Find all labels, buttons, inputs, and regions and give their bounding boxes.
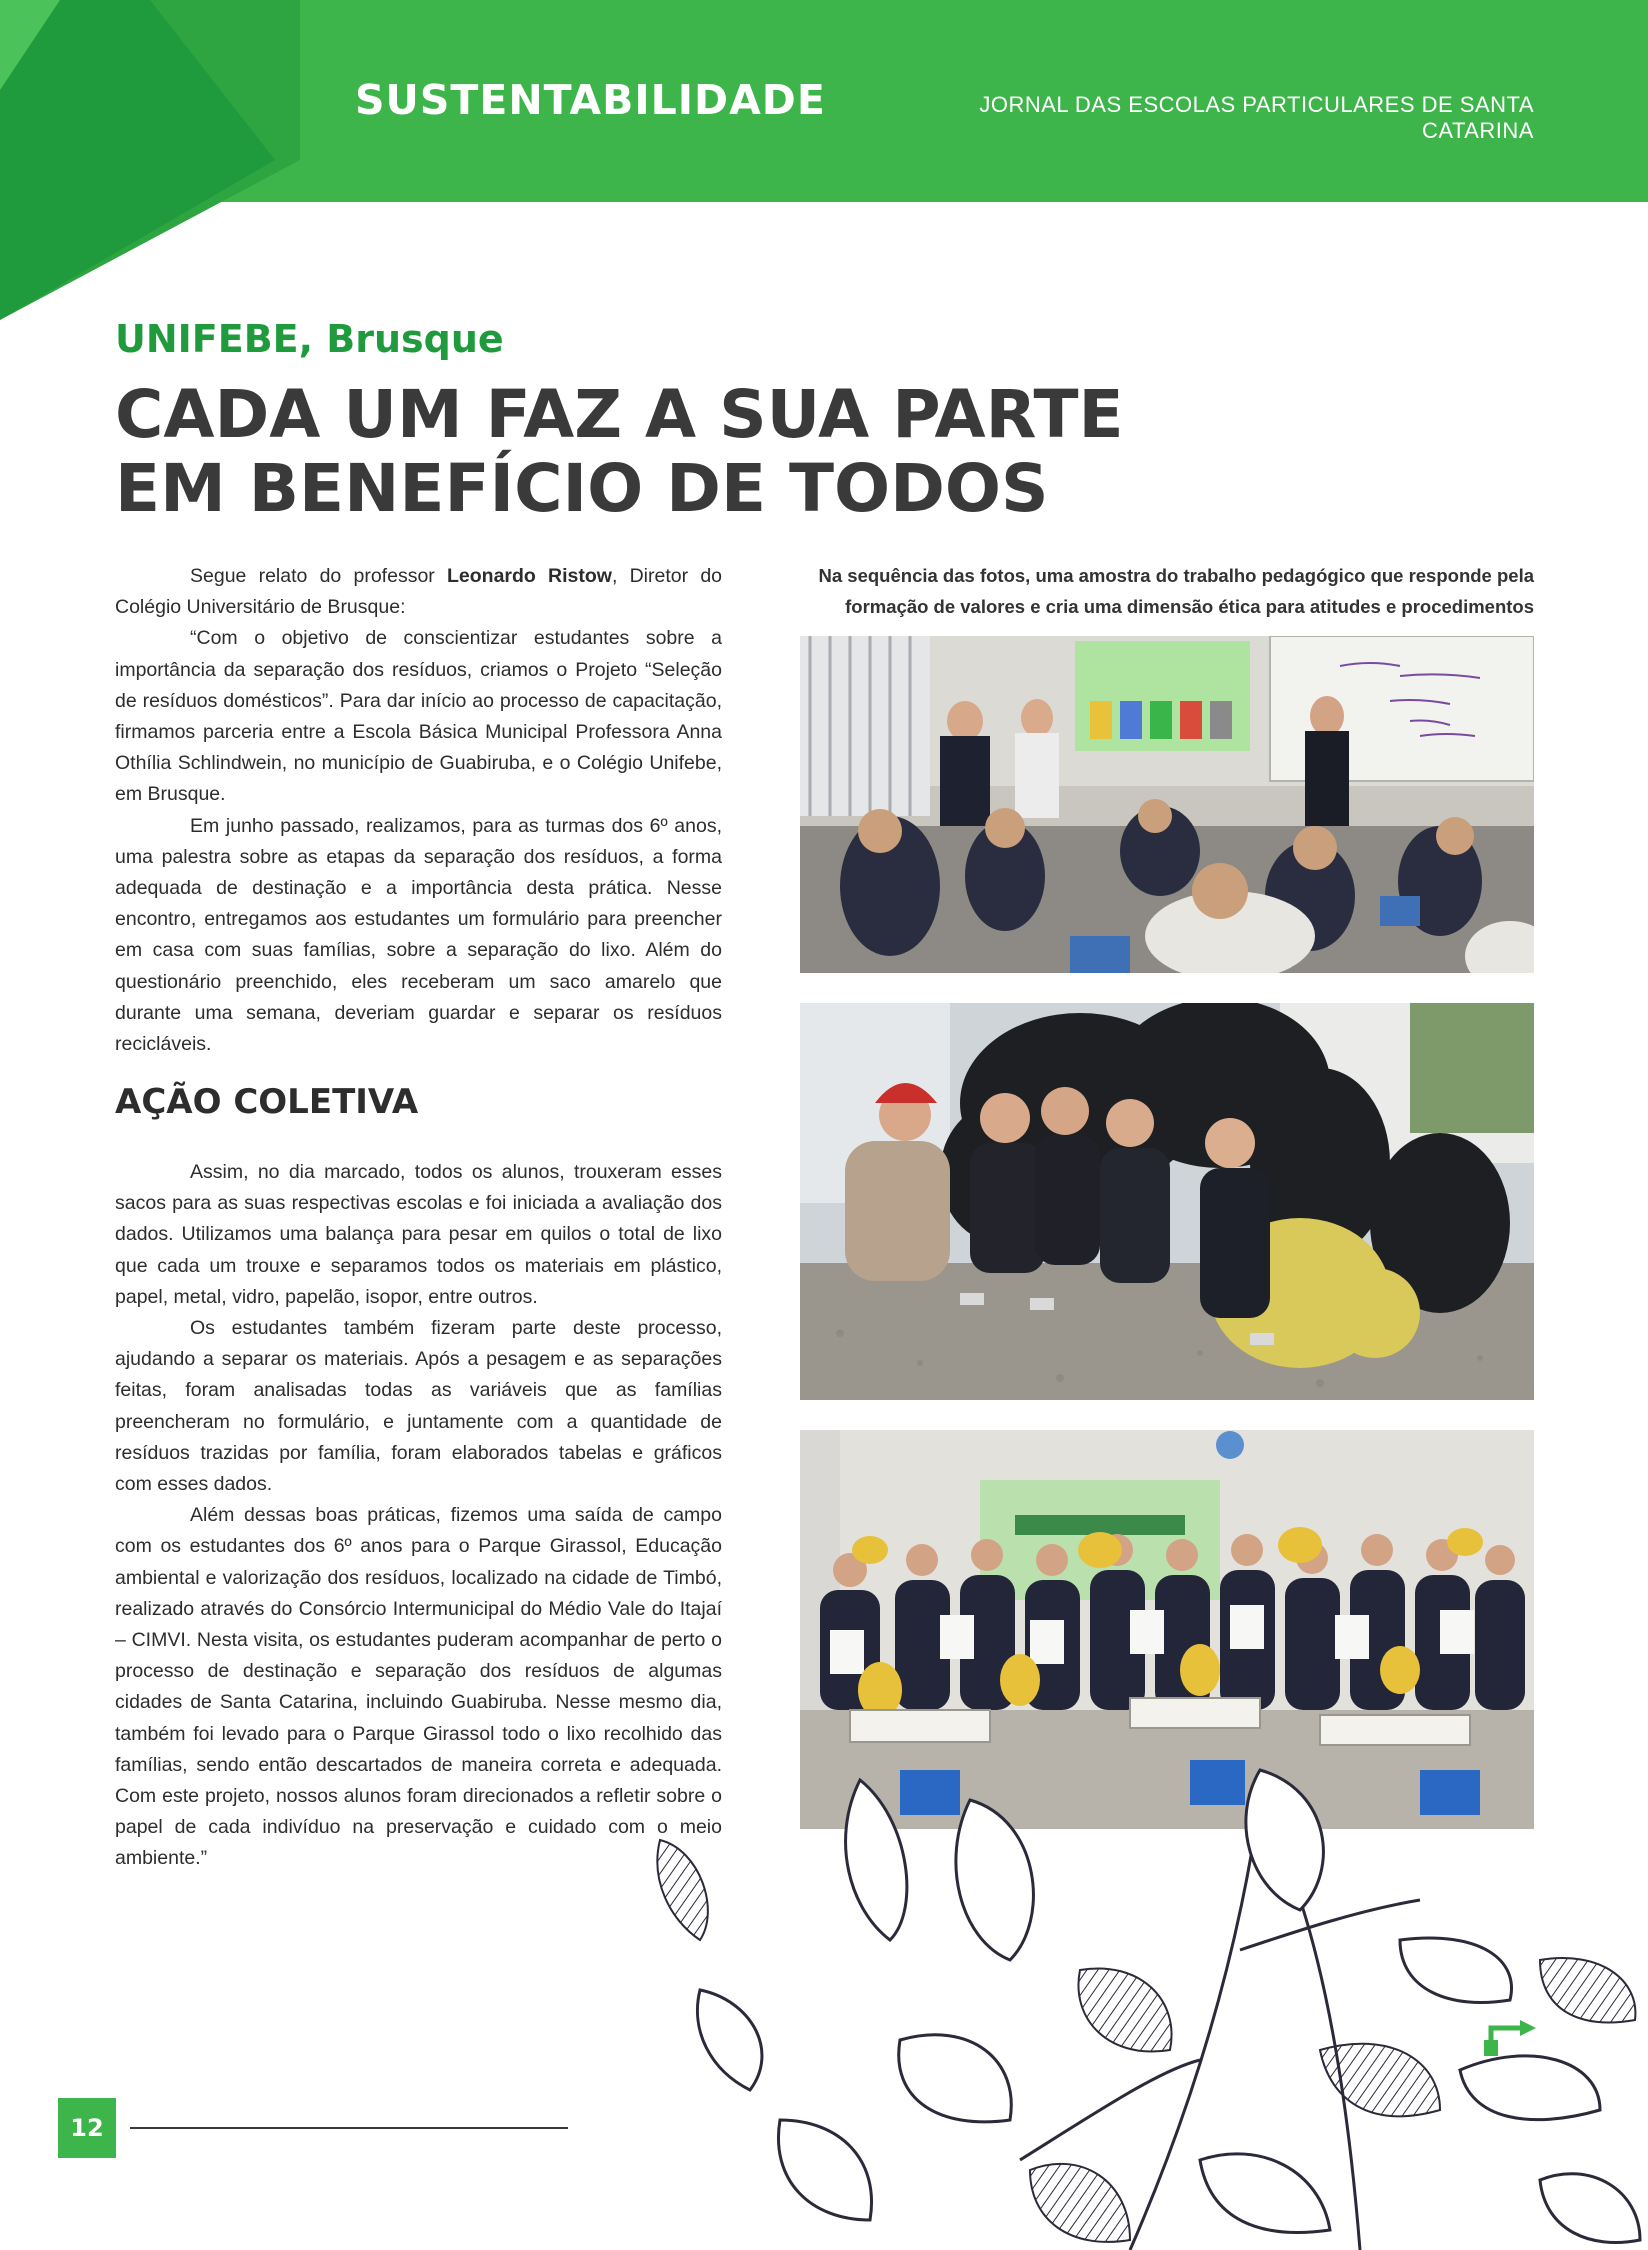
headline-line: EM BENEFÍCIO DE TODOS [115, 450, 1049, 527]
article-body-part-2 [115, 1157, 722, 1875]
article-headline [115, 376, 1124, 527]
body-paragraph: Em junho passado, realizamos, para as turmas dos 6º anos, uma palestra sobre as etapas da separação dos resíduos, a forma adequada de destinação e a importância desta prática. Nesse encontro, entregamos aos estudantes um formulário para preencher em casa com suas famílias, sobre a separação do lixo. Além do questionário preenchido, eles receberam um saco amarelo que durante uma semana, deveriam guardar e separar os resíduos recicláveis. [115, 814, 722, 1056]
section-subheading: AÇÃO COLETIVA [115, 1082, 419, 1122]
arrow-forward-icon [1482, 2018, 1538, 2058]
photo-classroom-lecture [800, 636, 1534, 973]
page-number: 12 [70, 2114, 104, 2142]
body-paragraph: Assim, no dia marcado, todos os alunos, trouxeram esses sacos para as suas respectivas escolas e foi iniciada a avaliação dos dados. Utilizamos uma balança para pesar em quilos o total de lixo que cada um trouxe e separamos todos os materiais em plástico, papel, metal, vidro, papelão, isopor, entre outros. [115, 1161, 722, 1308]
photo-students-with-bags [800, 1003, 1534, 1400]
journal-name: JORNAL DAS ESCOLAS PARTICULARES DE SANTA CATARINA [979, 92, 1534, 143]
intro-paragraph: Segue relato do professor Leonardo Ristow, Diretor do Colégio Universitário de Brusque: [115, 565, 723, 619]
body-paragraph: Além dessas boas práticas, fizemos uma saída de campo com os estudantes dos 6º anos para o Parque Girassol, Educação ambiental e valorização dos resíduos, localizado na cidade de Timbó, realizado através do Consórcio Intermunicipal do Médio Vale do Itajaí – CIMVI. Nesta visita, os estudantes puderam acompanhar de perto o processo de destinação e separação dos resíduos de algumas cidades de Santa Catarina, incluindo Guabiruba. Nesse mesmo dia, também foi levado para o Parque Girassol todo o lixo recolhido das famílias, sendo então descartados de maneira correta e adequada. Com este projeto, nossos alunos foram direcionados a refletir sobre o papel de cada indivíduo na preservação e cuidado com o meio ambiente.” [115, 1504, 722, 1870]
body-paragraph: “Com o objetivo de conscientizar estudantes sobre a importância da separação dos resíduos, criamos o Projeto “Seleção de resíduos domésticos”. Para dar início ao processo de capacitação, firmamos parceria entre a Escola Básica Municipal Professora Anna Othília Schlindwein, no município de Guabiruba, e o Colégio Unifebe, em Brusque. [115, 627, 722, 806]
decorative-leaves-graphic [640, 1760, 1648, 2250]
photo-caption: Na sequência das fotos, uma amostra do trabalho pedagógico que responde pela formação de valores e cria uma dimensão ética para atitudes e procedimentos [818, 565, 1534, 617]
section-title: SUSTENTABILIDADE [355, 76, 826, 124]
footer-divider [130, 2127, 568, 2129]
body-paragraph: Os estudantes também fizeram parte deste processo, ajudando a separar os materiais. Após a pesagem e as separações feitas, foram analisadas todas as variáveis que as famílias preencheram no formulário, e juntamente com a quantidade de resíduos trazidas por família, foram elaborados tabelas e gráficos com esses dados. [115, 1317, 722, 1496]
headline-line: CADA UM FAZ A SUA PARTE [115, 376, 1124, 453]
article-body-part-1 [115, 561, 722, 1060]
author-name: Leonardo Ristow [447, 565, 612, 587]
article-kicker: UNIFEBE, Brusque [115, 317, 504, 361]
page-number-box [58, 2098, 116, 2158]
header-corner-graphic [0, 0, 300, 320]
